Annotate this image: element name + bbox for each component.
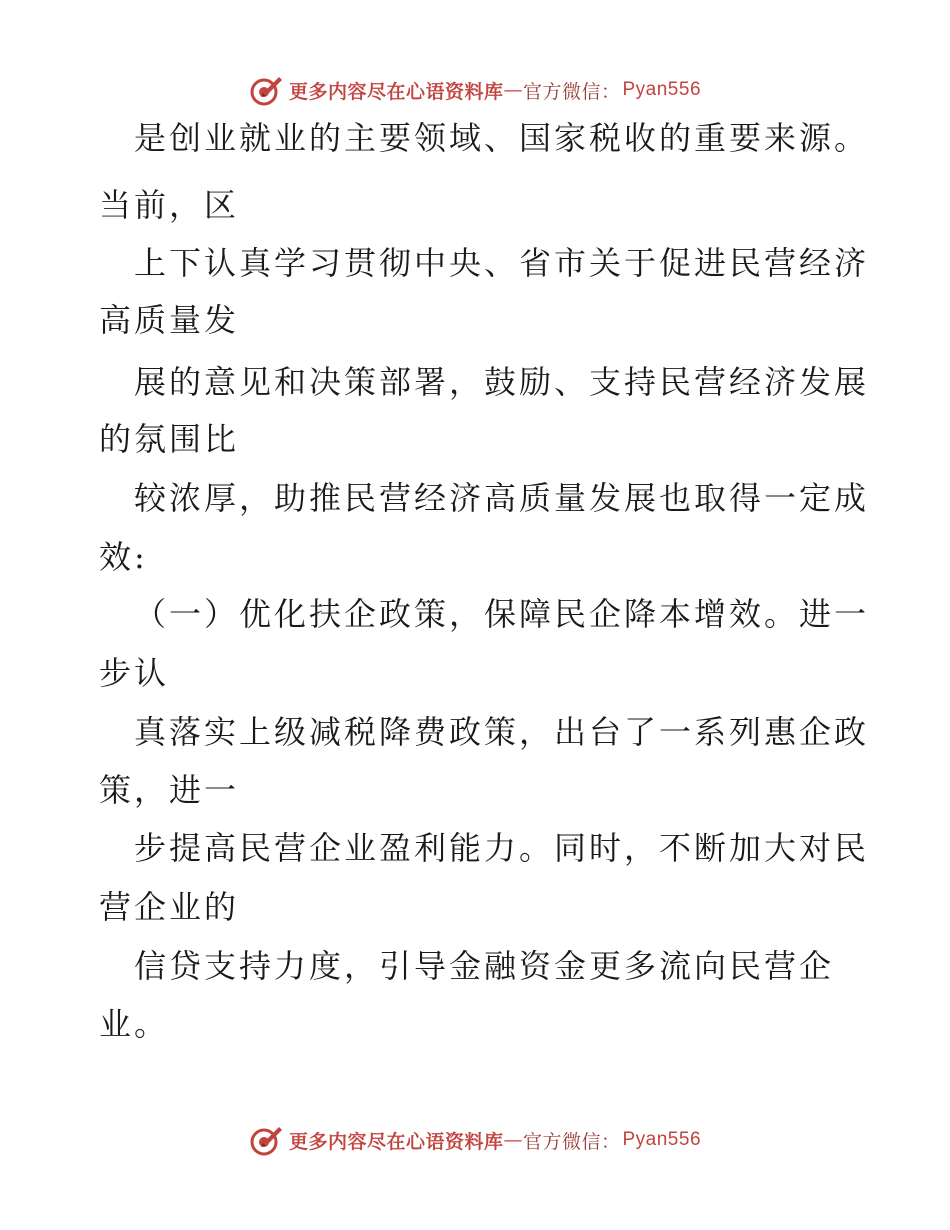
body-line: 效: (99, 538, 148, 576)
body-line: 的氛围比 (99, 420, 240, 458)
body-line: 当前，区 (99, 186, 240, 224)
pen-circle-logo-icon (249, 73, 283, 107)
body-line: 上下认真学习贯彻中央、省市关于促进民营经济 (134, 244, 870, 282)
header-site-name: 更多内容尽在心语资料库 (288, 80, 504, 103)
footer-site-name: 更多内容尽在心语资料库 (288, 1130, 504, 1153)
footer-banner-text (289, 1127, 701, 1154)
body-line: 展的意见和决策部署，鼓励、支持民营经济发展 (134, 363, 870, 401)
body-line: 步认 (99, 654, 170, 692)
body-line: 业。 (99, 1005, 170, 1043)
header-banner-text (289, 77, 701, 104)
footer-banner (0, 1120, 950, 1160)
body-line: 策，进一 (99, 771, 240, 809)
footer-wechat-label: 官方微信： (522, 1130, 621, 1153)
footer-wechat-id: Pyan556 (622, 1129, 702, 1150)
header-wechat-label: 官方微信： (522, 80, 621, 103)
body-line: 步提高民营企业盈利能力。同时，不断加大对民 (134, 829, 870, 867)
body-line: 营企业的 (99, 888, 240, 926)
body-line: （一）优化扶企政策，保障民企降本增效。进一 (134, 595, 870, 633)
header-wechat-id: Pyan556 (622, 79, 702, 100)
footer-separator: — (503, 1129, 523, 1151)
body-line: 是创业就业的主要领域、国家税收的重要来源。 (134, 119, 870, 157)
header-banner (0, 70, 950, 110)
pen-circle-logo-icon (249, 1123, 283, 1157)
body-line: 高质量发 (99, 301, 240, 339)
header-separator: — (503, 79, 523, 101)
body-line: 信贷支持力度，引导金融资金更多流向民营企 (134, 947, 835, 985)
body-line: 真落实上级减税降费政策，出台了一系列惠企政 (134, 713, 870, 751)
body-line: 较浓厚，助推民营经济高质量发展也取得一定成 (134, 479, 870, 517)
